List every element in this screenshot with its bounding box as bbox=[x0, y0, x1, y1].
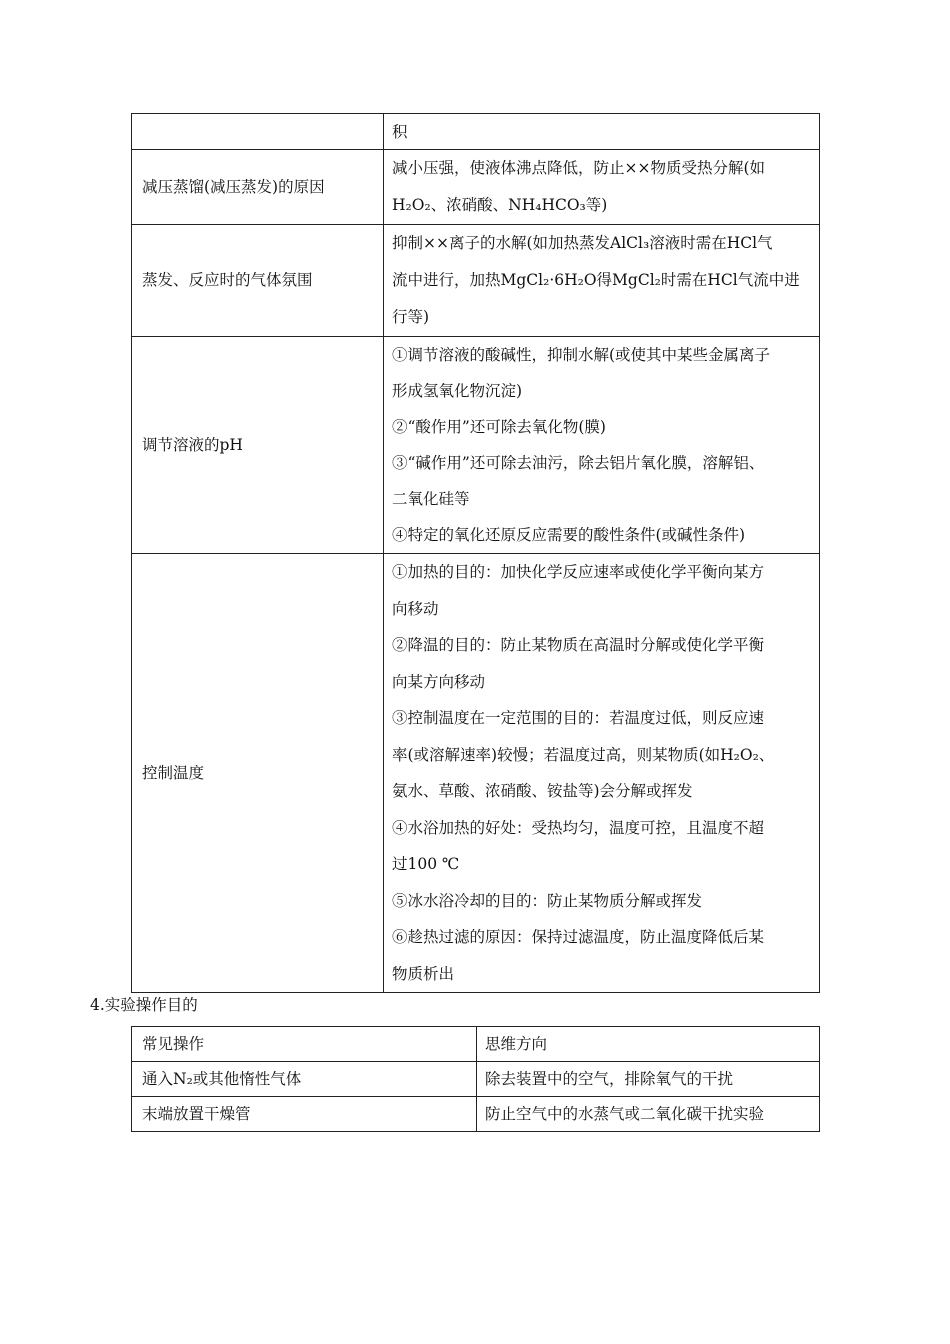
table-row bbox=[132, 225, 820, 337]
row-content bbox=[384, 337, 820, 554]
content-line: 过100 ℃ bbox=[392, 855, 460, 873]
table-row bbox=[132, 114, 820, 150]
table-row bbox=[132, 1062, 820, 1097]
content-line: ④特定的氧化还原反应需要的酸性条件(或碱性条件) bbox=[392, 526, 746, 544]
content-line: 抑制××离子的水解(如加热蒸发AlCl₃溶液时需在HCl气 bbox=[392, 234, 773, 252]
content-line: 二氧化硅等 bbox=[392, 490, 470, 508]
row-label: 调节溶液的pH bbox=[132, 337, 384, 554]
content-line: ③控制温度在一定范围的目的：若温度过低，则反应速 bbox=[392, 709, 765, 727]
table-row bbox=[132, 554, 820, 993]
table-cell: 除去装置中的空气，排除氧气的干扰 bbox=[477, 1062, 820, 1097]
table-cell: 防止空气中的水蒸气或二氧化碳干扰实验 bbox=[477, 1097, 820, 1132]
purpose-table bbox=[131, 113, 820, 993]
content-line: 流中进行，加热MgCl₂·6H₂O得MgCl₂时需在HCl气流中进 bbox=[392, 271, 800, 289]
content-line: ②“酸作用”还可除去氧化物(膜) bbox=[392, 418, 606, 436]
row-content bbox=[384, 114, 820, 150]
table-row bbox=[132, 337, 820, 554]
content-line: ④水浴加热的好处：受热均匀，温度可控，且温度不超 bbox=[392, 818, 765, 837]
row-label: 蒸发、反应时的气体氛围 bbox=[132, 225, 384, 337]
table-cell: 通入N₂或其他惰性气体 bbox=[132, 1062, 477, 1097]
row-content bbox=[384, 554, 820, 993]
row-label: 控制温度 bbox=[132, 554, 384, 993]
table-row bbox=[132, 1097, 820, 1132]
content-line: ⑤冰水浴冷却的目的：防止某物质分解或挥发 bbox=[392, 891, 703, 910]
row-content bbox=[384, 225, 820, 337]
content-line: 形成氢氧化物沉淀) bbox=[392, 382, 523, 400]
content-line: ①加热的目的：加快化学反应速率或使化学平衡向某方 bbox=[392, 563, 765, 581]
content-line: 向某方向移动 bbox=[392, 672, 486, 691]
column-header: 常见操作 bbox=[132, 1027, 477, 1062]
content-line: 行等) bbox=[392, 308, 430, 326]
row-label: 减压蒸馏(减压蒸发)的原因 bbox=[132, 150, 384, 225]
content-line: 率(或溶解速率)较慢；若温度过高，则某物质(如H₂O₂、 bbox=[392, 745, 775, 764]
table-row bbox=[132, 150, 820, 225]
content-line: ②降温的目的：防止某物质在高温时分解或使化学平衡 bbox=[392, 636, 765, 654]
content-line: 氨水、草酸、浓硝酸、铵盐等)会分解或挥发 bbox=[392, 782, 693, 800]
row-content bbox=[384, 150, 820, 225]
table-cell: 末端放置干燥管 bbox=[132, 1097, 477, 1132]
content-line: ③“碱作用”还可除去油污，除去铝片氧化膜，溶解铝、 bbox=[392, 454, 765, 472]
section-heading: 4.实验操作目的 bbox=[90, 996, 198, 1014]
content-line: ①调节溶液的酸碱性，抑制水解(或使其中某些金属离子 bbox=[392, 346, 771, 364]
content-line: 物质析出 bbox=[392, 964, 455, 983]
content-line: ⑥趁热过滤的原因：保持过滤温度，防止温度降低后某 bbox=[392, 928, 765, 946]
content-line: 向移动 bbox=[392, 599, 439, 618]
content-line: 积 bbox=[392, 122, 408, 141]
operation-table bbox=[131, 1026, 820, 1132]
content-line: 减小压强，使液体沸点降低，防止××物质受热分解(如 bbox=[392, 159, 766, 177]
column-header: 思维方向 bbox=[477, 1027, 820, 1062]
table-header-row bbox=[132, 1027, 820, 1062]
content-line: H₂O₂、浓硝酸、NH₄HCO₃等) bbox=[392, 196, 608, 214]
row-label bbox=[132, 114, 384, 150]
